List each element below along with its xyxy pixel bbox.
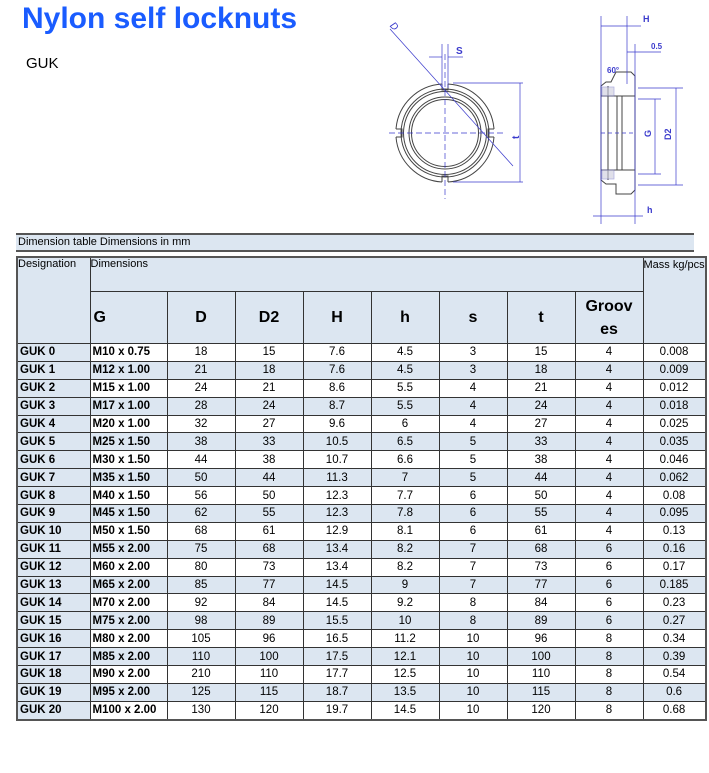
header-D: D bbox=[167, 292, 235, 344]
cell-t: 115 bbox=[507, 683, 575, 701]
table-row bbox=[17, 344, 706, 362]
cell-mass: 0.54 bbox=[643, 666, 706, 684]
cell-grooves: 4 bbox=[575, 487, 643, 505]
table-row bbox=[17, 558, 706, 576]
cell-d: 110 bbox=[167, 648, 235, 666]
cell-h: 8.2 bbox=[371, 558, 439, 576]
cell-s: 10 bbox=[439, 648, 507, 666]
cell-s: 10 bbox=[439, 630, 507, 648]
cell-grooves: 4 bbox=[575, 344, 643, 362]
cell-g: M50 x 1.50 bbox=[90, 522, 167, 540]
table-body bbox=[17, 344, 706, 720]
cell-grooves: 4 bbox=[575, 433, 643, 451]
cell-s: 3 bbox=[439, 344, 507, 362]
cell-grooves: 6 bbox=[575, 540, 643, 558]
cell-g: M95 x 2.00 bbox=[90, 683, 167, 701]
header-designation: Designation bbox=[17, 257, 90, 344]
label-h: h bbox=[647, 205, 653, 215]
table-row bbox=[17, 630, 706, 648]
cell-designation: GUK 13 bbox=[17, 576, 90, 594]
table-caption: Dimension table Dimensions in mm bbox=[16, 233, 694, 252]
cell-s: 6 bbox=[439, 487, 507, 505]
cell-s: 10 bbox=[439, 701, 507, 719]
cell-designation: GUK 15 bbox=[17, 612, 90, 630]
cell-d: 125 bbox=[167, 683, 235, 701]
cell-t: 68 bbox=[507, 540, 575, 558]
header-mass: Mass kg/pcs bbox=[643, 257, 706, 344]
cell-t: 38 bbox=[507, 451, 575, 469]
cell-t: 27 bbox=[507, 415, 575, 433]
cell-mass: 0.68 bbox=[643, 701, 706, 719]
cell-d2: 55 bbox=[235, 505, 303, 523]
cell-d2: 27 bbox=[235, 415, 303, 433]
cell-grooves: 6 bbox=[575, 558, 643, 576]
cell-designation: GUK 20 bbox=[17, 701, 90, 719]
cell-h: 11.3 bbox=[303, 469, 371, 487]
cell-t: 18 bbox=[507, 361, 575, 379]
cell-g: M85 x 2.00 bbox=[90, 648, 167, 666]
cell-designation: GUK 5 bbox=[17, 433, 90, 451]
cell-designation: GUK 0 bbox=[17, 344, 90, 362]
cell-g: M30 x 1.50 bbox=[90, 451, 167, 469]
cell-d2: 21 bbox=[235, 379, 303, 397]
cell-grooves: 6 bbox=[575, 576, 643, 594]
cell-d: 68 bbox=[167, 522, 235, 540]
cell-d: 98 bbox=[167, 612, 235, 630]
cell-t: 21 bbox=[507, 379, 575, 397]
cell-h: 10.5 bbox=[303, 433, 371, 451]
cell-mass: 0.018 bbox=[643, 397, 706, 415]
cell-mass: 0.39 bbox=[643, 648, 706, 666]
cell-h: 6.5 bbox=[371, 433, 439, 451]
cell-d2: 84 bbox=[235, 594, 303, 612]
cell-h: 16.5 bbox=[303, 630, 371, 648]
cell-t: 50 bbox=[507, 487, 575, 505]
product-code: GUK bbox=[26, 55, 59, 72]
cell-d2: 38 bbox=[235, 451, 303, 469]
cell-t: 89 bbox=[507, 612, 575, 630]
cell-mass: 0.095 bbox=[643, 505, 706, 523]
header-D2: D2 bbox=[235, 292, 303, 344]
cell-h: 4.5 bbox=[371, 361, 439, 379]
dimension-table bbox=[16, 256, 707, 721]
cell-h: 14.5 bbox=[303, 594, 371, 612]
cell-h: 5.5 bbox=[371, 379, 439, 397]
cell-designation: GUK 11 bbox=[17, 540, 90, 558]
cell-g: M40 x 1.50 bbox=[90, 487, 167, 505]
header-s: s bbox=[439, 292, 507, 344]
cell-d2: 24 bbox=[235, 397, 303, 415]
cell-designation: GUK 18 bbox=[17, 666, 90, 684]
cell-s: 3 bbox=[439, 361, 507, 379]
cell-h: 6.6 bbox=[371, 451, 439, 469]
cell-g: M12 x 1.00 bbox=[90, 361, 167, 379]
cell-h: 7 bbox=[371, 469, 439, 487]
cell-s: 7 bbox=[439, 558, 507, 576]
cell-t: 96 bbox=[507, 630, 575, 648]
cell-grooves: 8 bbox=[575, 683, 643, 701]
cell-grooves: 4 bbox=[575, 379, 643, 397]
cell-t: 84 bbox=[507, 594, 575, 612]
cell-t: 110 bbox=[507, 666, 575, 684]
table-row bbox=[17, 701, 706, 719]
cell-mass: 0.16 bbox=[643, 540, 706, 558]
table-row bbox=[17, 505, 706, 523]
cell-d: 75 bbox=[167, 540, 235, 558]
cell-mass: 0.6 bbox=[643, 683, 706, 701]
cell-mass: 0.046 bbox=[643, 451, 706, 469]
cell-d: 50 bbox=[167, 469, 235, 487]
cell-t: 55 bbox=[507, 505, 575, 523]
table-row bbox=[17, 612, 706, 630]
cell-s: 6 bbox=[439, 522, 507, 540]
cell-d: 210 bbox=[167, 666, 235, 684]
cell-mass: 0.062 bbox=[643, 469, 706, 487]
cell-t: 44 bbox=[507, 469, 575, 487]
cell-d: 92 bbox=[167, 594, 235, 612]
cell-d: 21 bbox=[167, 361, 235, 379]
table-row bbox=[17, 469, 706, 487]
cell-s: 7 bbox=[439, 540, 507, 558]
page-title: Nylon self locknuts bbox=[22, 2, 298, 35]
cell-grooves: 8 bbox=[575, 701, 643, 719]
header-G: G bbox=[90, 292, 167, 344]
header-h: h bbox=[371, 292, 439, 344]
table-row bbox=[17, 433, 706, 451]
cell-t: 24 bbox=[507, 397, 575, 415]
cell-grooves: 4 bbox=[575, 415, 643, 433]
cell-h: 7.6 bbox=[303, 344, 371, 362]
cell-mass: 0.035 bbox=[643, 433, 706, 451]
label-H: H bbox=[643, 14, 650, 24]
cell-g: M17 x 1.00 bbox=[90, 397, 167, 415]
table-group-header-row bbox=[17, 257, 706, 292]
cell-grooves: 8 bbox=[575, 630, 643, 648]
header-t: t bbox=[507, 292, 575, 344]
cell-s: 4 bbox=[439, 415, 507, 433]
cell-s: 8 bbox=[439, 612, 507, 630]
cell-grooves: 4 bbox=[575, 522, 643, 540]
cell-h: 8.1 bbox=[371, 522, 439, 540]
cell-h: 13.4 bbox=[303, 540, 371, 558]
cell-h: 17.5 bbox=[303, 648, 371, 666]
cell-g: M90 x 2.00 bbox=[90, 666, 167, 684]
cell-g: M80 x 2.00 bbox=[90, 630, 167, 648]
cell-h: 14.5 bbox=[371, 701, 439, 719]
cell-mass: 0.025 bbox=[643, 415, 706, 433]
cell-h: 9.2 bbox=[371, 594, 439, 612]
cell-s: 8 bbox=[439, 594, 507, 612]
cell-h: 4.5 bbox=[371, 344, 439, 362]
cell-grooves: 8 bbox=[575, 666, 643, 684]
cell-designation: GUK 17 bbox=[17, 648, 90, 666]
cell-s: 5 bbox=[439, 433, 507, 451]
table-row bbox=[17, 522, 706, 540]
table-row bbox=[17, 415, 706, 433]
cell-designation: GUK 3 bbox=[17, 397, 90, 415]
cell-d2: 15 bbox=[235, 344, 303, 362]
cell-g: M35 x 1.50 bbox=[90, 469, 167, 487]
cell-s: 10 bbox=[439, 666, 507, 684]
cell-h: 12.9 bbox=[303, 522, 371, 540]
cell-d: 44 bbox=[167, 451, 235, 469]
cell-d: 85 bbox=[167, 576, 235, 594]
side-view-dimensions bbox=[593, 16, 683, 224]
cell-s: 7 bbox=[439, 576, 507, 594]
cell-g: M55 x 2.00 bbox=[90, 540, 167, 558]
cell-mass: 0.009 bbox=[643, 361, 706, 379]
cell-d2: 18 bbox=[235, 361, 303, 379]
header-grooves: Grooves bbox=[575, 292, 643, 344]
cell-t: 77 bbox=[507, 576, 575, 594]
cell-grooves: 4 bbox=[575, 505, 643, 523]
table-row bbox=[17, 451, 706, 469]
cell-g: M10 x 0.75 bbox=[90, 344, 167, 362]
cell-designation: GUK 1 bbox=[17, 361, 90, 379]
cell-grooves: 4 bbox=[575, 469, 643, 487]
cell-d2: 115 bbox=[235, 683, 303, 701]
cell-h: 13.5 bbox=[371, 683, 439, 701]
cell-t: 33 bbox=[507, 433, 575, 451]
cell-s: 4 bbox=[439, 379, 507, 397]
cell-mass: 0.13 bbox=[643, 522, 706, 540]
cell-d2: 89 bbox=[235, 612, 303, 630]
cell-mass: 0.185 bbox=[643, 576, 706, 594]
cell-g: M75 x 2.00 bbox=[90, 612, 167, 630]
cell-d: 38 bbox=[167, 433, 235, 451]
cell-t: 100 bbox=[507, 648, 575, 666]
cell-grooves: 6 bbox=[575, 612, 643, 630]
cell-d2: 44 bbox=[235, 469, 303, 487]
cell-mass: 0.23 bbox=[643, 594, 706, 612]
cell-h: 10.7 bbox=[303, 451, 371, 469]
label-S: S bbox=[456, 46, 463, 57]
cell-designation: GUK 7 bbox=[17, 469, 90, 487]
cell-mass: 0.27 bbox=[643, 612, 706, 630]
cell-h: 17.7 bbox=[303, 666, 371, 684]
cell-grooves: 8 bbox=[575, 648, 643, 666]
cell-h: 10 bbox=[371, 612, 439, 630]
cell-grooves: 4 bbox=[575, 397, 643, 415]
cell-grooves: 4 bbox=[575, 451, 643, 469]
cell-d2: 73 bbox=[235, 558, 303, 576]
cell-h: 11.2 bbox=[371, 630, 439, 648]
cell-s: 4 bbox=[439, 397, 507, 415]
cell-d: 130 bbox=[167, 701, 235, 719]
cell-g: M20 x 1.00 bbox=[90, 415, 167, 433]
cell-s: 5 bbox=[439, 451, 507, 469]
cell-h: 6 bbox=[371, 415, 439, 433]
cell-designation: GUK 14 bbox=[17, 594, 90, 612]
cell-h: 8.7 bbox=[303, 397, 371, 415]
cell-d2: 33 bbox=[235, 433, 303, 451]
cell-t: 15 bbox=[507, 344, 575, 362]
cell-h: 7.6 bbox=[303, 361, 371, 379]
cell-s: 5 bbox=[439, 469, 507, 487]
cell-designation: GUK 6 bbox=[17, 451, 90, 469]
table-row bbox=[17, 487, 706, 505]
cell-mass: 0.34 bbox=[643, 630, 706, 648]
cell-d2: 50 bbox=[235, 487, 303, 505]
cell-h: 9.6 bbox=[303, 415, 371, 433]
cell-d2: 61 bbox=[235, 522, 303, 540]
label-offset: 0.5 bbox=[651, 42, 663, 51]
cell-designation: GUK 10 bbox=[17, 522, 90, 540]
cell-designation: GUK 2 bbox=[17, 379, 90, 397]
cell-h: 14.5 bbox=[303, 576, 371, 594]
cell-g: M25 x 1.50 bbox=[90, 433, 167, 451]
cell-t: 73 bbox=[507, 558, 575, 576]
table-row bbox=[17, 648, 706, 666]
cell-grooves: 4 bbox=[575, 361, 643, 379]
cell-d: 32 bbox=[167, 415, 235, 433]
cell-h: 8.2 bbox=[371, 540, 439, 558]
table-row bbox=[17, 361, 706, 379]
cell-d: 62 bbox=[167, 505, 235, 523]
header-dimensions: Dimensions bbox=[90, 257, 643, 292]
header-H: H bbox=[303, 292, 371, 344]
label-angle: 60° bbox=[607, 66, 620, 75]
cell-d: 56 bbox=[167, 487, 235, 505]
label-G: G bbox=[643, 129, 653, 137]
cell-designation: GUK 4 bbox=[17, 415, 90, 433]
cell-h: 9 bbox=[371, 576, 439, 594]
cell-h: 12.3 bbox=[303, 487, 371, 505]
cell-d2: 120 bbox=[235, 701, 303, 719]
table-row bbox=[17, 540, 706, 558]
cell-t: 61 bbox=[507, 522, 575, 540]
cell-h: 8.6 bbox=[303, 379, 371, 397]
table-row bbox=[17, 397, 706, 415]
cell-grooves: 6 bbox=[575, 594, 643, 612]
cell-d2: 68 bbox=[235, 540, 303, 558]
cell-d: 24 bbox=[167, 379, 235, 397]
cell-g: M60 x 2.00 bbox=[90, 558, 167, 576]
cell-h: 15.5 bbox=[303, 612, 371, 630]
cell-d2: 110 bbox=[235, 666, 303, 684]
cell-designation: GUK 8 bbox=[17, 487, 90, 505]
label-D2: D2 bbox=[663, 128, 673, 140]
cell-h: 12.5 bbox=[371, 666, 439, 684]
cell-g: M65 x 2.00 bbox=[90, 576, 167, 594]
cell-h: 13.4 bbox=[303, 558, 371, 576]
cell-mass: 0.012 bbox=[643, 379, 706, 397]
cell-h: 7.8 bbox=[371, 505, 439, 523]
cell-designation: GUK 12 bbox=[17, 558, 90, 576]
label-D: D bbox=[387, 20, 401, 34]
cell-d2: 96 bbox=[235, 630, 303, 648]
cell-h: 12.1 bbox=[371, 648, 439, 666]
cell-h: 12.3 bbox=[303, 505, 371, 523]
cell-g: M45 x 1.50 bbox=[90, 505, 167, 523]
cell-designation: GUK 19 bbox=[17, 683, 90, 701]
cell-h: 7.7 bbox=[371, 487, 439, 505]
cell-d: 105 bbox=[167, 630, 235, 648]
cell-d2: 77 bbox=[235, 576, 303, 594]
table-row bbox=[17, 683, 706, 701]
table-column-header-row bbox=[17, 292, 706, 344]
cell-h: 18.7 bbox=[303, 683, 371, 701]
cell-g: M100 x 2.00 bbox=[90, 701, 167, 719]
table-row bbox=[17, 576, 706, 594]
label-t: t bbox=[511, 135, 522, 139]
cell-d: 80 bbox=[167, 558, 235, 576]
cell-d: 28 bbox=[167, 397, 235, 415]
cell-mass: 0.08 bbox=[643, 487, 706, 505]
cell-d2: 100 bbox=[235, 648, 303, 666]
technical-drawing bbox=[387, 4, 693, 226]
table-row bbox=[17, 594, 706, 612]
cell-designation: GUK 9 bbox=[17, 505, 90, 523]
cell-d: 18 bbox=[167, 344, 235, 362]
cell-h: 5.5 bbox=[371, 397, 439, 415]
table-row bbox=[17, 379, 706, 397]
cell-g: M15 x 1.00 bbox=[90, 379, 167, 397]
cell-t: 120 bbox=[507, 701, 575, 719]
cell-designation: GUK 16 bbox=[17, 630, 90, 648]
cell-s: 6 bbox=[439, 505, 507, 523]
cell-mass: 0.17 bbox=[643, 558, 706, 576]
cell-mass: 0.008 bbox=[643, 344, 706, 362]
table-row bbox=[17, 666, 706, 684]
cell-g: M70 x 2.00 bbox=[90, 594, 167, 612]
cell-s: 10 bbox=[439, 683, 507, 701]
cell-h: 19.7 bbox=[303, 701, 371, 719]
